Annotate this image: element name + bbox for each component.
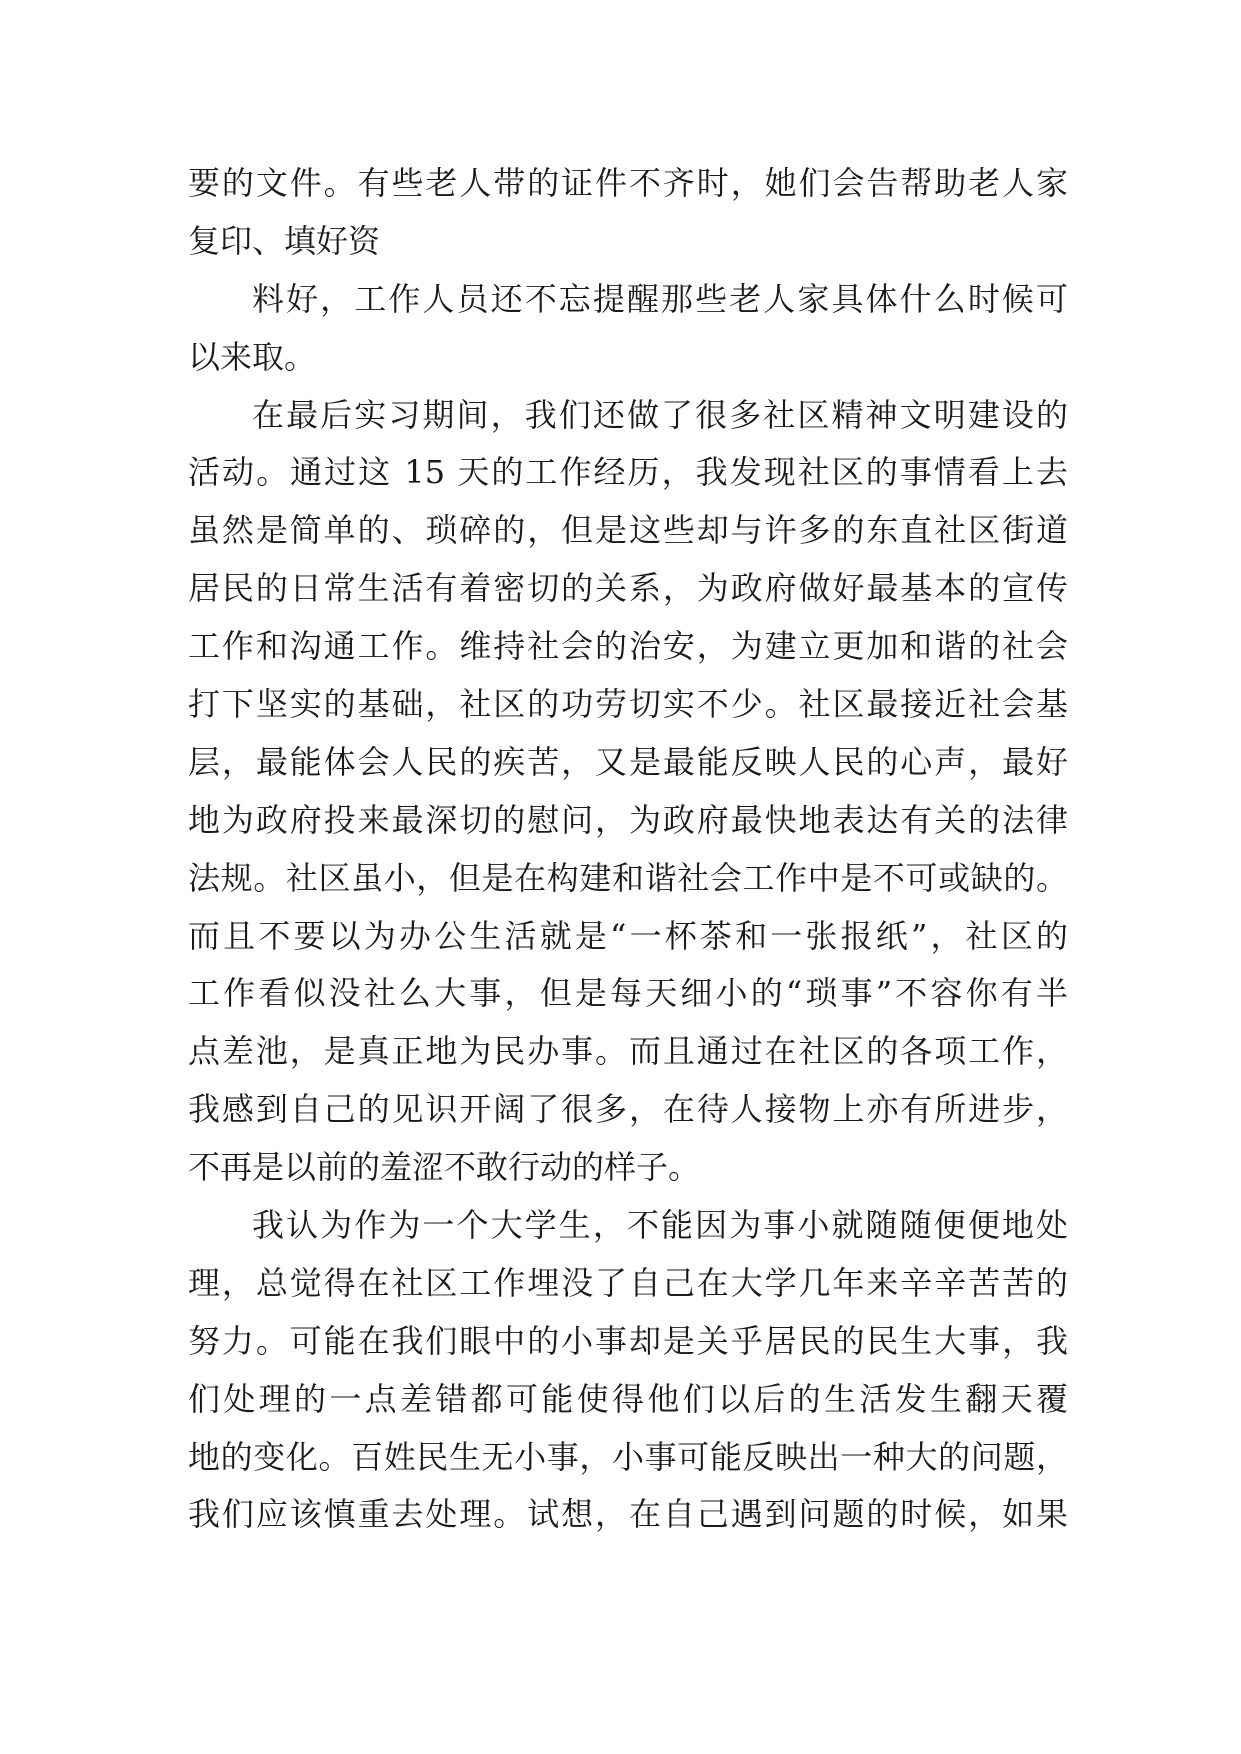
text-line: 虽然是简单的、琐碎的，但是这些却与许多的东直社区街道 bbox=[188, 511, 1068, 550]
text-line: 在最后实习期间，我们还做了很多社区精神文明建设的 bbox=[252, 395, 1068, 434]
text-line: 层，最能体会人民的疾苦，又是最能反映人民的心声，最好 bbox=[188, 742, 1068, 781]
text-line: 点差池，是真正地为民办事。而且通过在社区的各项工作， bbox=[188, 1032, 1068, 1071]
text-line: 复印、填好资 bbox=[188, 221, 381, 260]
text-line: 工作看似没社么大事，但是每天细小的“琐事”不容你有半 bbox=[188, 974, 1068, 1013]
text-line: 我感到自己的见识开阔了很多，在待人接物上亦有所进步， bbox=[188, 1090, 1068, 1129]
text-line: 而且不要以为办公生活就是“一杯茶和一张报纸”，社区的 bbox=[188, 916, 1068, 955]
text-line: 居民的日常生活有着密切的关系，为政府做好最基本的宣传 bbox=[188, 569, 1068, 608]
text-line: 地为政府投来最深切的慰问，为政府最快地表达有关的法律 bbox=[188, 800, 1068, 839]
text-line: 我认为作为一个大学生，不能因为事小就随随便便地处 bbox=[252, 1206, 1068, 1245]
text-line: 工作和沟通工作。维持社会的治安，为建立更加和谐的社会 bbox=[188, 627, 1068, 666]
text-line: 要的文件。有些老人带的证件不齐时，她们会告帮助老人家 bbox=[188, 164, 1068, 202]
text-line: 们处理的一点差错都可能使得他们以后的生活发生翻天覆 bbox=[188, 1379, 1068, 1418]
text-line: 我们应该慎重去处理。试想，在自己遇到问题的时候，如果 bbox=[188, 1495, 1068, 1534]
body-text bbox=[188, 155, 1068, 1544]
text-line: 地的变化。百姓民生无小事，小事可能反映出一种大的问题， bbox=[188, 1437, 1068, 1476]
text-line: 打下坚实的基础，社区的功劳切实不少。社区最接近社会基 bbox=[188, 685, 1068, 724]
text-line: 活动。通过这 15 天的工作经历，我发现社区的事情看上去 bbox=[188, 453, 1068, 492]
text-line: 以来取。 bbox=[188, 337, 317, 376]
text-line: 料好，工作人员还不忘提醒那些老人家具体什么时候可 bbox=[252, 279, 1068, 318]
text-line: 理，总觉得在社区工作埋没了自己在大学几年来辛辛苦苦的 bbox=[188, 1263, 1068, 1302]
text-line: 努力。可能在我们眼中的小事却是关乎居民的民生大事，我 bbox=[188, 1321, 1068, 1360]
text-line: 不再是以前的羞涩不敢行动的样子。 bbox=[188, 1148, 701, 1187]
text-line: 法规。社区虽小，但是在构建和谐社会工作中是不可或缺的。 bbox=[188, 858, 1068, 897]
